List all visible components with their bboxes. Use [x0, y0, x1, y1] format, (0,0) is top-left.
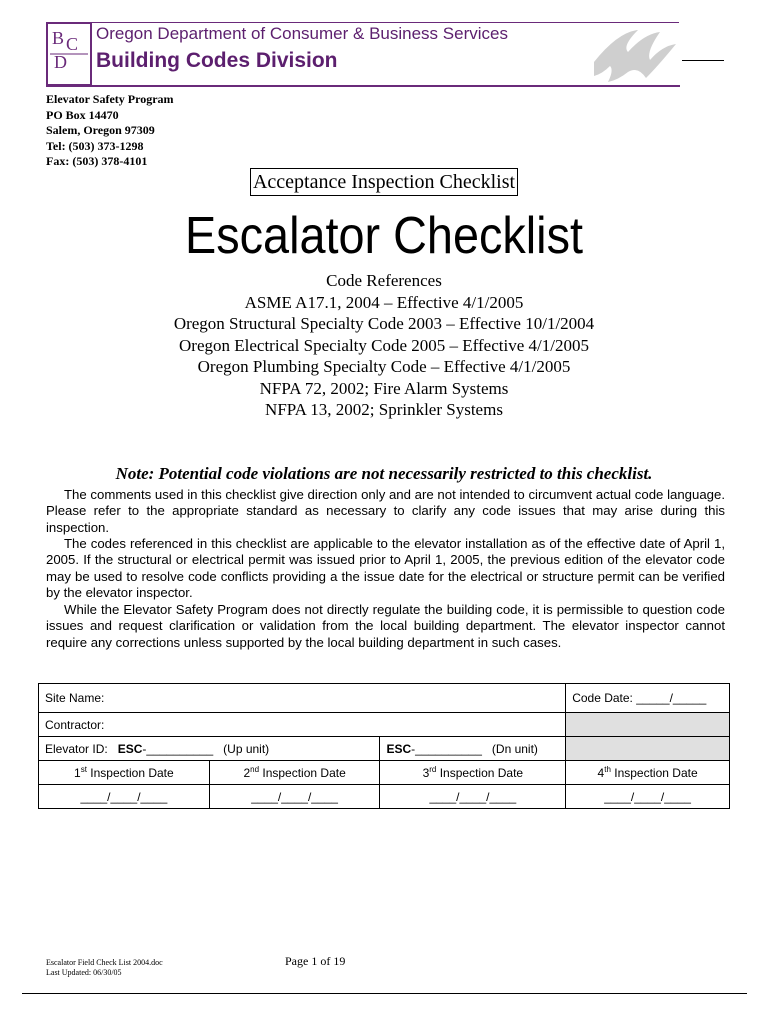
address-block [46, 92, 174, 170]
esc-dn-blank: -__________ [411, 741, 482, 756]
code-date-label: Code Date: _____/_____ [572, 691, 707, 705]
code-ref-item: ASME A17.1, 2004 – Effective 4/1/2005 [244, 292, 524, 312]
code-ref-item: NFPA 13, 2002; Sprinkler Systems [265, 400, 503, 419]
inspection-date-field[interactable]: ____/____/____ [39, 785, 210, 809]
division-name: Building Codes Division [96, 49, 338, 72]
header-bottom-rule [46, 85, 680, 87]
last-updated: Last Updated: 06/30/05 [46, 968, 122, 977]
page-title: Escalator Checklist [185, 207, 583, 265]
page-number: Page 1 of 19 [285, 954, 346, 968]
inspection-date-field[interactable]: ____/____/____ [380, 785, 566, 809]
up-unit-label: (Up unit) [223, 741, 270, 756]
contractor-field[interactable] [39, 713, 566, 737]
esc-prefix: ESC [386, 741, 412, 756]
elevator-id-up-field[interactable] [39, 737, 380, 761]
esc-prefix: ESC [117, 741, 143, 756]
telephone: Tel: (503) 373-1298 [46, 138, 144, 153]
footer-file-info [46, 958, 163, 978]
swoosh-graphic [588, 22, 680, 91]
inspection-date-field[interactable]: ____/____/____ [209, 785, 380, 809]
shaded-cell [566, 737, 730, 761]
program-name: Elevator Safety Program [46, 92, 174, 106]
elevator-id-label: Elevator ID: [45, 741, 108, 756]
svg-text:C: C [66, 34, 79, 54]
code-date-field[interactable] [566, 684, 730, 713]
code-refs-heading: Code References [326, 271, 442, 290]
esc-up-blank: -__________ [142, 741, 214, 756]
fax: Fax: (503) 378-4101 [46, 154, 148, 168]
shaded-cell [566, 713, 730, 737]
site-name-field[interactable] [39, 684, 566, 713]
po-box: PO Box 14470 [46, 107, 119, 122]
inspection-date-header: 2nd Inspection Date [209, 761, 380, 785]
corner-blank-line [682, 60, 724, 61]
contractor-label: Contractor: [45, 717, 105, 732]
code-ref-item: Oregon Structural Specialty Code 2003 – Effective 10/1/2004 [173, 314, 595, 333]
code-ref-item: Oregon Electrical Specialty Code 2005 – Effective 4/1/2005 [179, 335, 589, 355]
inspection-date-field[interactable]: ____/____/____ [566, 785, 730, 809]
file-name: Escalator Field Check List 2004.doc [46, 958, 163, 967]
code-ref-item: Oregon Plumbing Specialty Code – Effective 4/1/2005 [197, 357, 571, 376]
svg-text:B: B [52, 28, 65, 48]
inspection-date-header: 4th Inspection Date [566, 761, 730, 785]
paragraph: The comments used in this checklist give direction only and are not intended to circumvent actual code language. Please refer to the appropriate standard as necessary to clarify any code issues that may arise during this inspection. [46, 487, 725, 535]
dn-unit-label: (Dn unit) [491, 741, 538, 756]
city: Salem, Oregon 97309 [46, 123, 155, 137]
inspection-date-header: 1st Inspection Date [39, 761, 210, 785]
inspection-date-header: 3rd Inspection Date [380, 761, 566, 785]
note: Note: Potential code violations are not necessarily restricted to this checklist. [115, 464, 653, 483]
subtitle: Acceptance Inspection Checklist [250, 168, 518, 196]
elevator-id-dn-field[interactable] [380, 737, 566, 761]
svg-text:D: D [54, 52, 67, 72]
department-name: Oregon Department of Consumer & Business Services [96, 24, 508, 43]
site-name-label: Site Name: [45, 691, 105, 705]
paragraph: While the Elevator Safety Program does not directly regulate the building code, it is permissible to question code issues and request clarification or validation from the local building department. The elevator inspector cannot require any corrections unless supported by the local building department in such cases. [46, 602, 725, 650]
code-ref-item: NFPA 72, 2002; Fire Alarm Systems [259, 378, 509, 398]
code-references [0, 270, 768, 421]
inspection-form [38, 683, 730, 809]
paragraph: The codes referenced in this checklist are applicable to the elevator installation as of the effective date of April 1, 2005. If the structural or electrical permit was issued prior to April 1, 2005, the previous edition of the elevator code may be used to resolve code conflicts providing a the issue date for the electrical or structure permit can be verified by the elevator inspector. [46, 536, 725, 601]
subtitle-box [0, 168, 768, 196]
logo [46, 22, 92, 86]
footer-rule [22, 993, 747, 994]
